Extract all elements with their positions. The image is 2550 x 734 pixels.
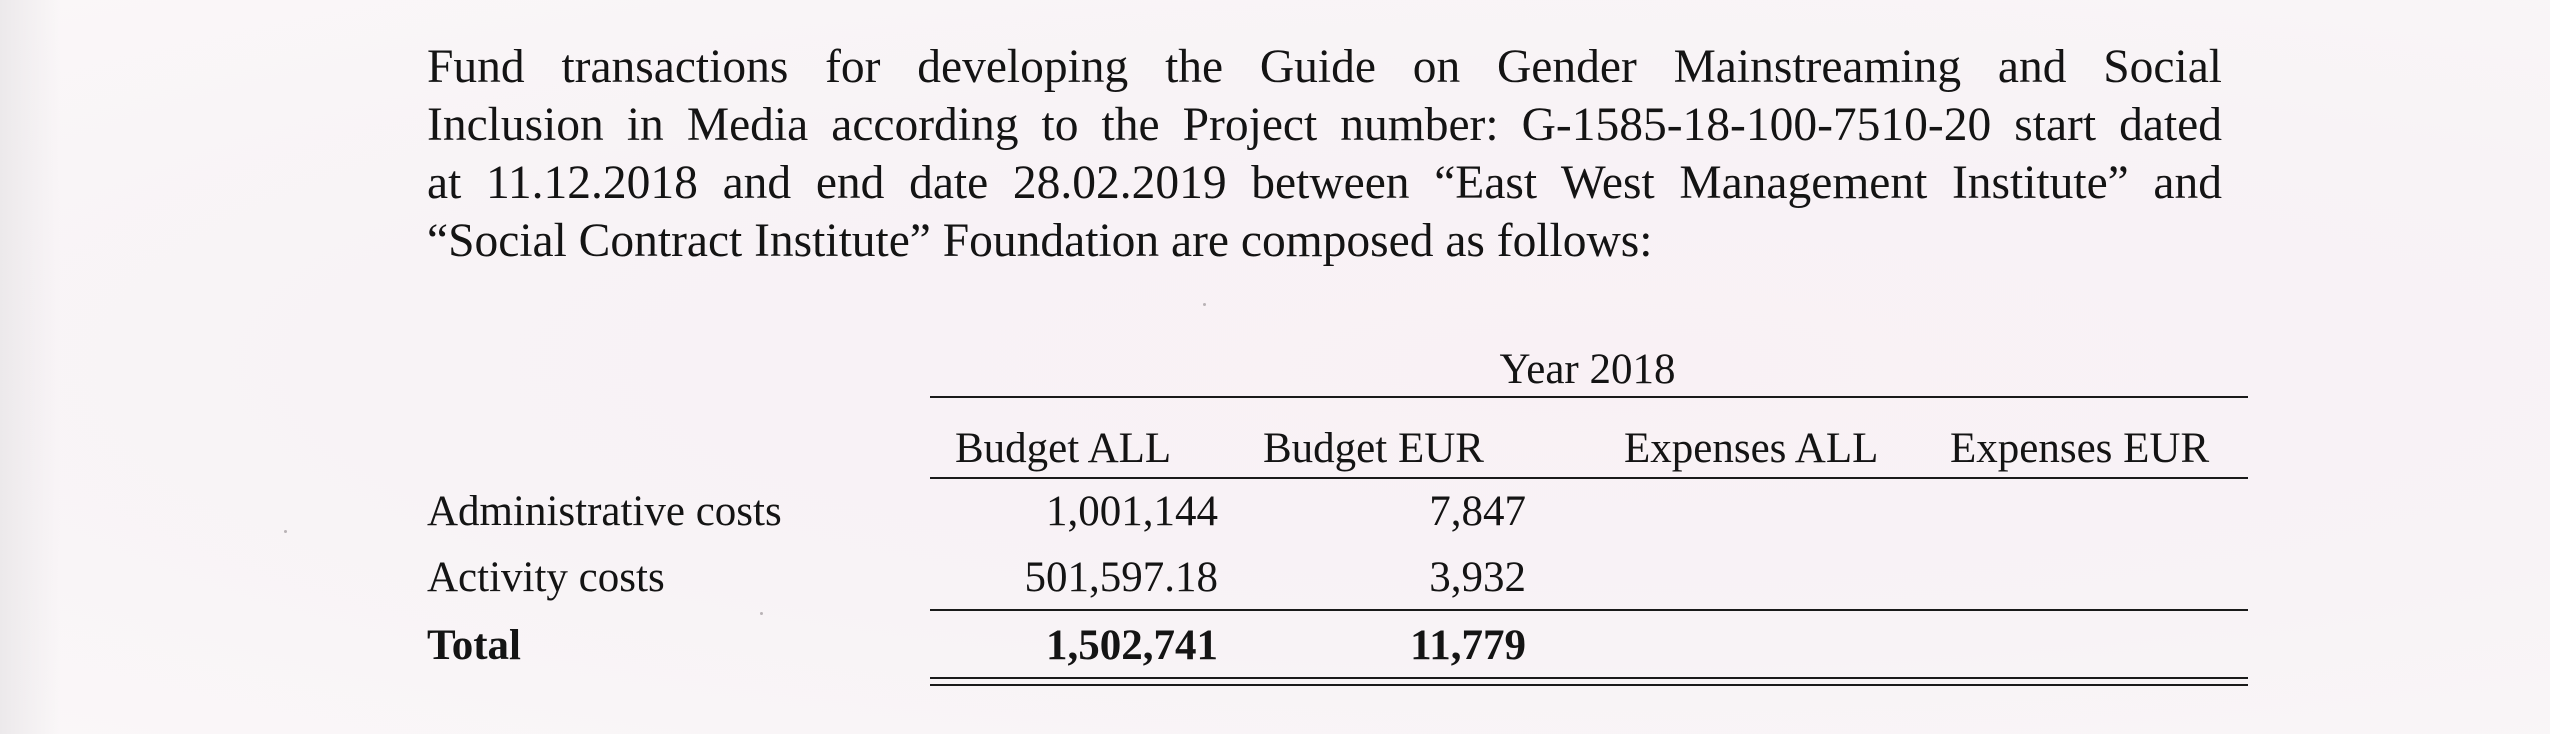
year-header-rule [930, 396, 2248, 398]
cell-admin-budget-eur: 7,847 [1429, 488, 1526, 535]
scan-speck [760, 612, 763, 615]
intro-line-2: Inclusion in Media according to the Project number: G-1585-18-100-7510-20 start dated [427, 99, 2222, 151]
cell-total-budget-all: 1,502,741 [1046, 622, 1218, 669]
cell-total-budget-eur: 11,779 [1410, 622, 1526, 669]
year-header: Year 2018 [1499, 346, 1676, 393]
col-header-budget-eur: Budget EUR [1263, 425, 1484, 472]
row-label-activity: Activity costs [427, 554, 665, 601]
col-header-expenses-eur: Expenses EUR [1950, 425, 2210, 472]
row-label-total: Total [427, 622, 521, 669]
scan-speck [1203, 303, 1206, 306]
total-double-rule-bottom [930, 684, 2248, 686]
subtotal-rule [930, 609, 2248, 611]
row-label-administrative: Administrative costs [427, 488, 782, 535]
total-double-rule-top [930, 677, 2248, 679]
cell-admin-budget-all: 1,001,144 [1046, 488, 1218, 535]
col-header-budget-all: Budget ALL [955, 425, 1172, 472]
intro-line-4: “Social Contract Institute” Foundation are composed as follows: [427, 215, 1653, 267]
column-header-rule [930, 477, 2248, 479]
intro-line-3: at 11.12.2018 and end date 28.02.2019 between “East West Management Institute” and [427, 157, 2222, 209]
intro-line-1: Fund transactions for developing the Guide on Gender Mainstreaming and Social [427, 41, 2222, 93]
scan-speck [284, 530, 287, 533]
cell-activity-budget-all: 501,597.18 [1024, 554, 1218, 601]
col-header-expenses-all: Expenses ALL [1624, 425, 1879, 472]
cell-activity-budget-eur: 3,932 [1429, 554, 1526, 601]
